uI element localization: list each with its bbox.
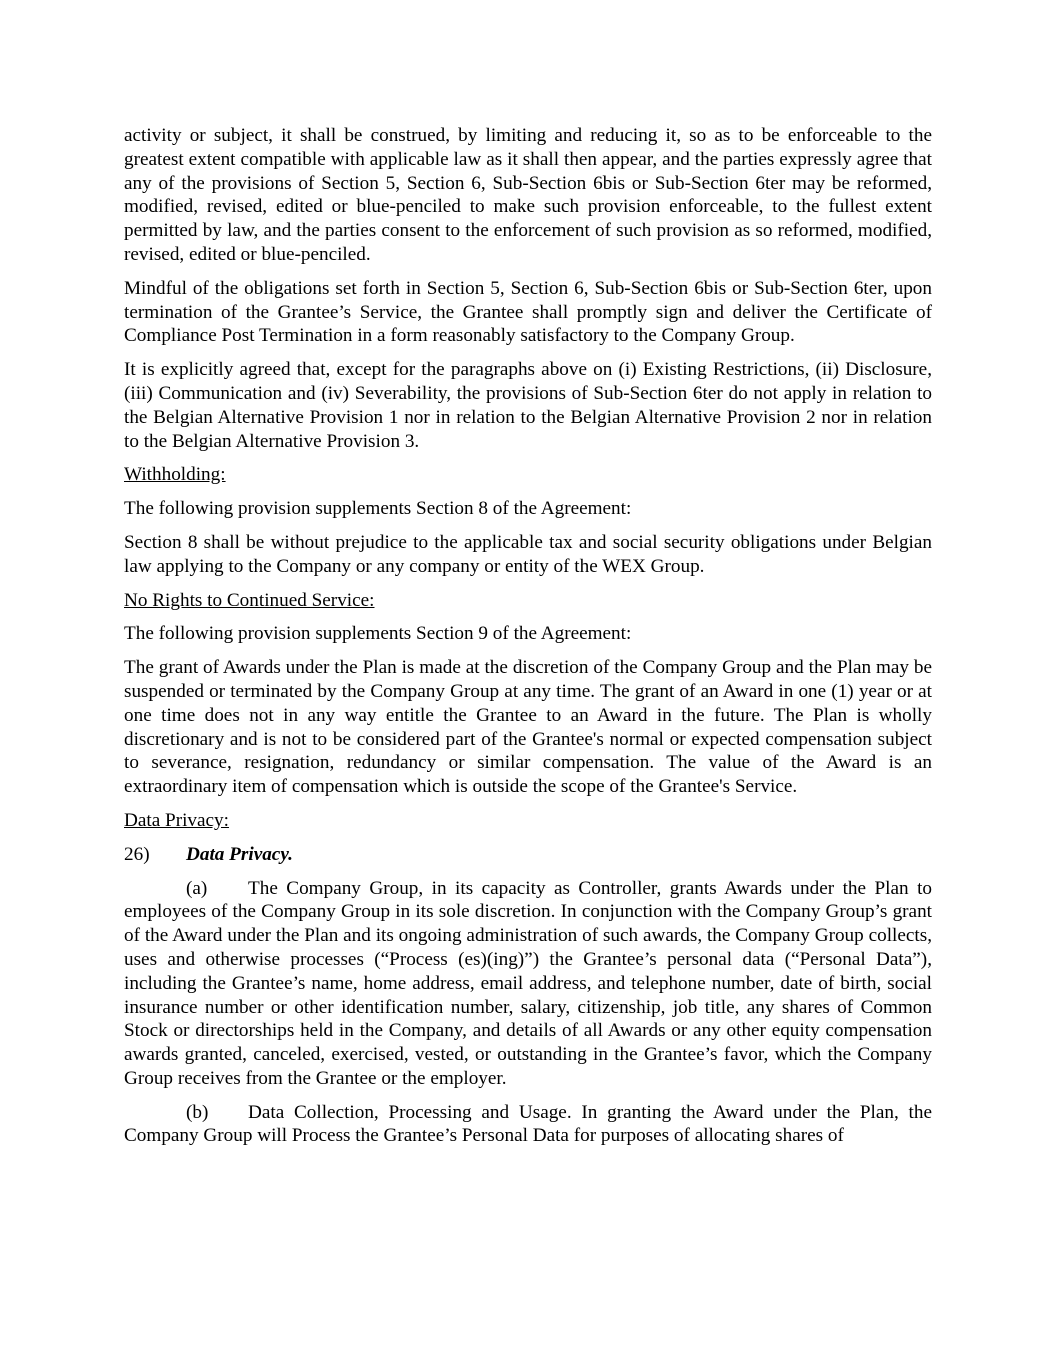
heading-withholding: Withholding: <box>124 464 226 486</box>
section-number: 26) <box>124 843 150 865</box>
paragraph-sub-section-6ter-exception: It is explicitly agreed that, except for the paragraphs above on (i) Existing Restrictions, (ii) Disclosure, (iii) Communication and (iv) Severability, the provisions of Sub-Section 6ter do not apply in relation to the Belgian Alternative Provision 1 nor in relation to the Belgian Alternative Provision 2 nor in relation to the Belgian Alternative Provision 3. <box>124 359 932 452</box>
document-page <box>124 124 932 1158</box>
paragraph-certificate-of-compliance: Mindful of the obligations set forth in Section 5, Section 6, Sub-Section 6bis or Sub-Section 6ter, upon termination of the Grantee’s Service, the Grantee shall promptly sign and deliver the Certificate of Compliance Post Termination in a form reasonably satisfactory to the Company Group. <box>124 277 932 347</box>
no-rights-intro: The following provision supplements Section 9 of the Agreement: <box>124 623 632 645</box>
heading-no-rights-to-continued-service: No Rights to Continued Service: <box>124 589 375 611</box>
clause-a-label: (a) <box>186 877 208 899</box>
withholding-intro: The following provision supplements Section 8 of the Agreement: <box>124 498 632 520</box>
withholding-body: Section 8 shall be without prejudice to the applicable tax and social security obligations under Belgian law applying to the Company or any company or entity of the WEX Group. <box>124 531 932 577</box>
heading-data-privacy: Data Privacy: <box>124 809 229 831</box>
section-title: Data Privacy. <box>186 843 293 865</box>
section-26-heading <box>124 843 932 867</box>
clause-b-text: Data Collection, Processing and Usage. In granting the Award under the Plan, the Company Group will Process the Grantee’s Personal Data for purposes of allocating shares of <box>124 1101 932 1147</box>
no-rights-body: The grant of Awards under the Plan is made at the discretion of the Company Group and the Plan may be suspended or terminated by the Company Group at any time. The grant of an Award in one (1) year or at one time does not in any way entitle the Grantee to an Award in the future. The Plan is wholly discretionary and is not to be considered part of the Grantee's normal or expected compensation subject to severance, resignation, redundancy or similar compensation. The value of the Award is an extraordinary item of compensation which is outside the scope of the Grantee's Service. <box>124 657 932 798</box>
clause-b-label: (b) <box>186 1101 209 1123</box>
clause-a-text: The Company Group, in its capacity as Controller, grants Awards under the Plan to employees of the Company Group in its sole discretion. In conjunction with the Company Group’s grant of the Award under the Plan and its ongoing administration of such awards, the Company Group collects, uses and otherwise processes (“Process (es)(ing)”) the Grantee’s personal data (“Personal Data”), including the Grantee’s name, home address, email address, and telephone number, date of birth, social insurance number or other identification number, salary, citizenship, job title, any shares of Common Stock or directorships held in the Company, and details of all Awards or any other equity compensation awards granted, canceled, exercised, vested, or outstanding in the Grantee’s favor, which the Company Group receives from the Grantee or the employer. <box>124 877 932 1089</box>
clause-a <box>124 877 932 1091</box>
paragraph-severability-continued: activity or subject, it shall be construed, by limiting and reducing it, so as to be enforceable to the greatest extent compatible with applicable law as it shall then appear, and the parties expressly agree that any of the provisions of Section 5, Section 6, Sub-Section 6bis or Sub-Section 6ter may be reformed, modified, revised, edited or blue-penciled to make such provision enforceable, to the fullest extent permitted by law, and the parties consent to the enforcement of such provision as so reformed, modified, revised, edited or blue-penciled. <box>124 125 932 265</box>
clause-b <box>124 1101 932 1149</box>
